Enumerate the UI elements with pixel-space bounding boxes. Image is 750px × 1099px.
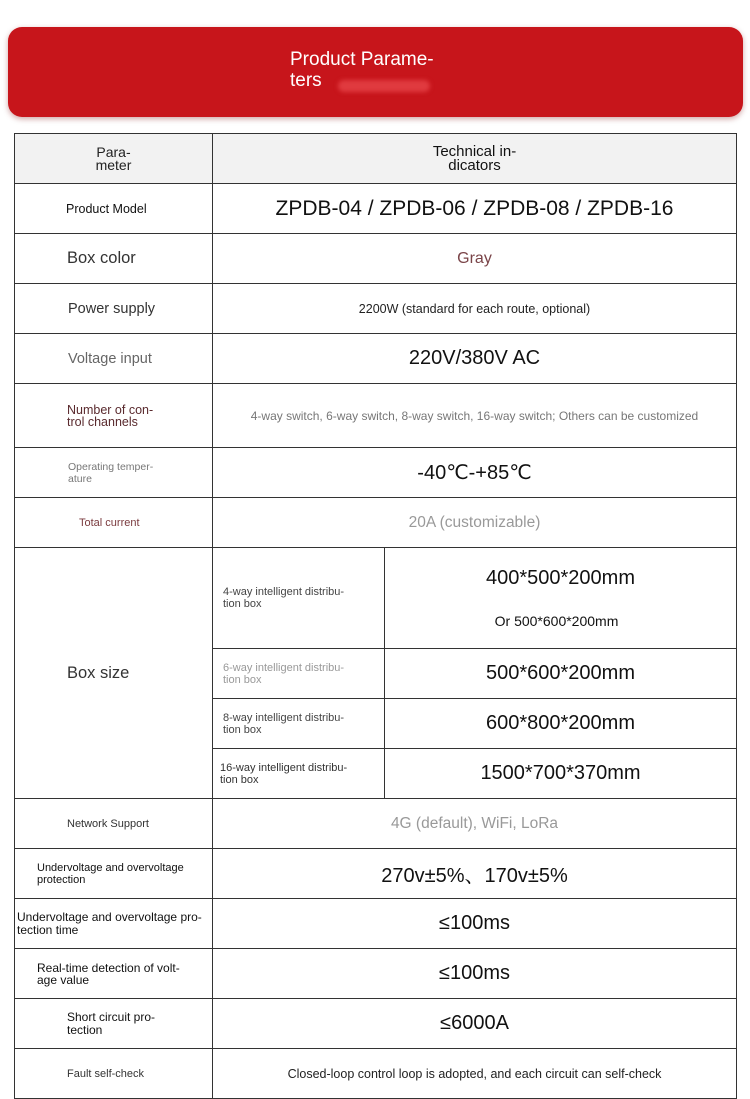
box-size-item-value: 500*600*200mm	[385, 649, 737, 699]
row-label: Short circuit pro- tection	[15, 999, 213, 1049]
row-value: -40℃-+85℃	[213, 448, 737, 498]
row-value: ZPDB-04 / ZPDB-06 / ZPDB-08 / ZPDB-16	[213, 184, 737, 234]
box-size-item-name: 6-way intelligent distribu- tion box	[213, 649, 385, 699]
table-row	[15, 799, 737, 849]
box-size-item-value: 1500*700*370mm	[385, 749, 737, 799]
row-value: 220V/380V AC	[213, 334, 737, 384]
table-row	[15, 548, 737, 649]
parameters-table	[14, 133, 737, 1099]
table-row	[15, 498, 737, 548]
row-label: Undervoltage and overvoltage protection	[15, 849, 213, 899]
row-value: ≤6000A	[213, 999, 737, 1049]
row-label: Voltage input	[15, 334, 213, 384]
box-size-item-value: 600*800*200mm	[385, 699, 737, 749]
row-value: 4G (default), WiFi, LoRa	[213, 799, 737, 849]
row-label: Power supply	[15, 284, 213, 334]
row-label: Fault self-check	[15, 1049, 213, 1099]
box-size-value-alt: Or 500*600*200mm	[494, 613, 619, 629]
box-size-item-name: 8-way intelligent distribu- tion box	[213, 699, 385, 749]
row-label: Product Model	[15, 184, 213, 234]
table-row	[15, 234, 737, 284]
table-row	[15, 849, 737, 899]
box-size-item-name: 4-way intelligent distribu- tion box	[213, 548, 385, 649]
row-value: 2200W (standard for each route, optional)	[213, 284, 737, 334]
row-label: Network Support	[15, 799, 213, 849]
table-row	[15, 334, 737, 384]
table-row	[15, 999, 737, 1049]
row-value: Gray	[213, 234, 737, 284]
row-label: Number of con- trol channels	[15, 384, 213, 448]
header-banner	[8, 27, 743, 117]
row-value: 270v±5%、170v±5%	[213, 849, 737, 899]
box-size-item-name: 16-way intelligent distribu- tion box	[213, 749, 385, 799]
row-label: Operating temper- ature	[15, 448, 213, 498]
header-parameter: Para- meter	[15, 134, 213, 184]
row-label: Undervoltage and overvoltage pro- tection time	[15, 899, 213, 949]
row-value: 20A (customizable)	[213, 498, 737, 548]
banner-title: Product Parame- ters	[290, 49, 434, 91]
table-row	[15, 448, 737, 498]
row-label: Box color	[15, 234, 213, 284]
row-value: ≤100ms	[213, 899, 737, 949]
banner-blurred-text	[338, 80, 430, 92]
table-row	[15, 384, 737, 448]
header-indicators: Technical in- dicators	[213, 134, 737, 184]
row-label: Real-time detection of volt- age value	[15, 949, 213, 999]
row-value: 4-way switch, 6-way switch, 8-way switch, 16-way switch; Others can be customized	[213, 384, 737, 448]
box-size-value-primary: 400*500*200mm	[486, 567, 635, 589]
box-size-item-value	[385, 548, 737, 649]
row-label: Total current	[15, 498, 213, 548]
table-row	[15, 1049, 737, 1099]
table-row	[15, 184, 737, 234]
table-header-row	[15, 134, 737, 184]
row-value: ≤100ms	[213, 949, 737, 999]
table-row	[15, 899, 737, 949]
row-value: Closed-loop control loop is adopted, and each circuit can self-check	[213, 1049, 737, 1099]
table-row	[15, 949, 737, 999]
table-row	[15, 284, 737, 334]
box-size-label: Box size	[15, 548, 213, 799]
